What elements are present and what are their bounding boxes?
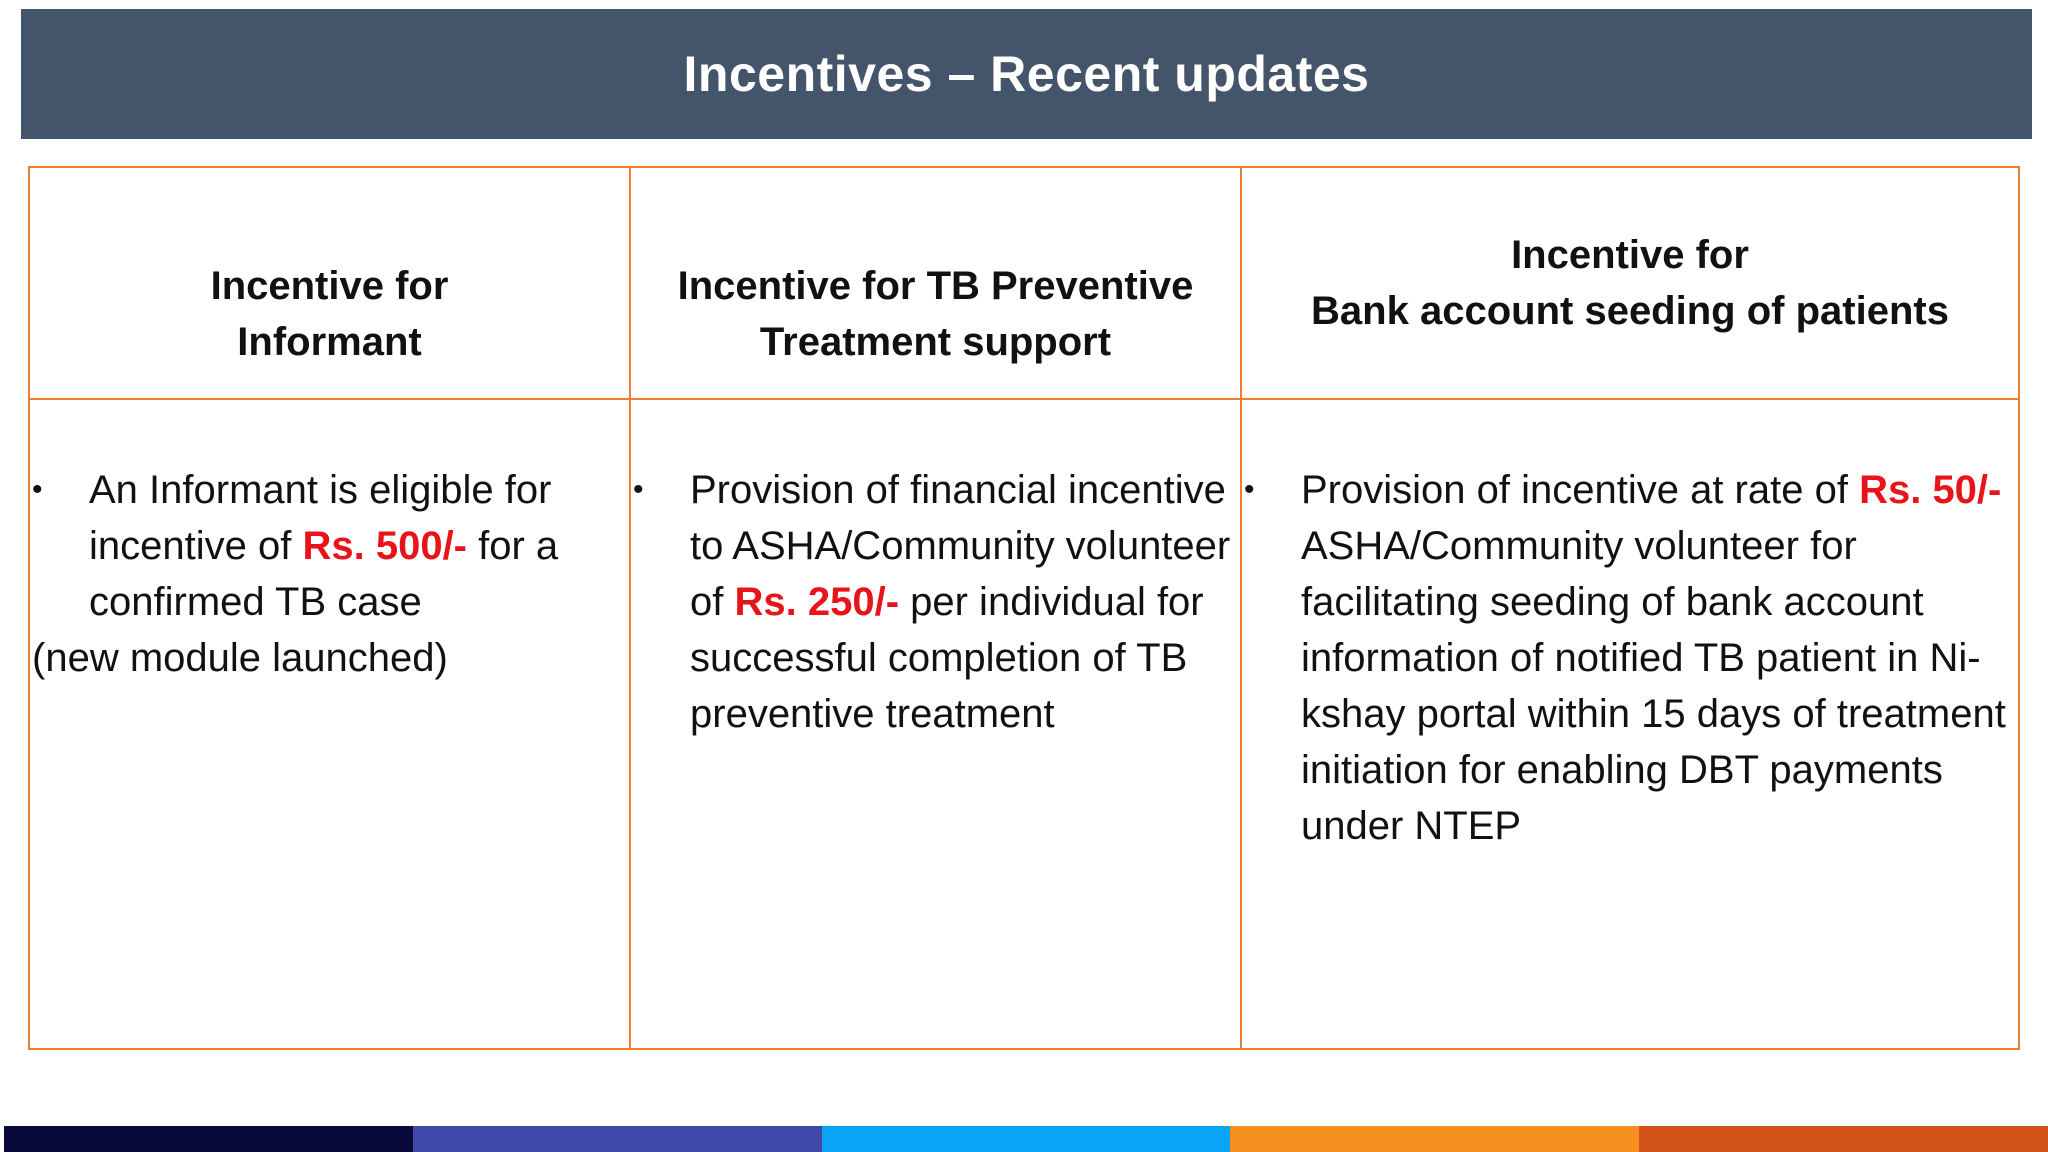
bottom-color-stripe	[4, 1126, 2048, 1152]
column-header-bank-seeding	[1242, 168, 2018, 400]
header-line: Treatment support	[759, 320, 1112, 364]
stripe-segment	[1639, 1126, 2048, 1152]
incentive-amount: Rs. 250/-	[734, 580, 900, 624]
header-line: Incentive for TB Preventive	[677, 264, 1194, 308]
body-text: per individual for successful completion of TB preventive treatment	[690, 580, 1204, 736]
bullet-item	[1242, 462, 2018, 854]
column-header-informant	[30, 168, 631, 400]
stripe-segment	[4, 1126, 413, 1152]
stripe-segment	[1230, 1126, 1639, 1152]
bullet-item	[631, 462, 1240, 742]
note-text: (new module launched)	[32, 636, 448, 680]
header-line: Bank account seeding of patients	[1311, 289, 1949, 333]
body-text: for a confirmed TB case	[89, 524, 559, 624]
column-header-tpt-support	[631, 168, 1242, 400]
body-text: An Informant is eligible for incentive of	[89, 468, 552, 568]
incentives-table	[28, 166, 2020, 1050]
bullet-icon: •	[32, 473, 43, 506]
column-body-tpt-support	[631, 400, 1242, 1048]
body-text: Provision of incentive at rate of	[1301, 468, 1860, 512]
incentive-amount: Rs. 500/-	[302, 524, 467, 568]
title-bar	[21, 9, 2032, 139]
slide-title: Incentives – Recent updates	[683, 46, 1370, 102]
body-text: Provision of financial incentive to ASHA/Community volunteer of	[690, 468, 1231, 624]
column-body-informant	[30, 400, 631, 1048]
stripe-segment	[413, 1126, 822, 1152]
body-text: ASHA/Community volunteer for facilitating seeding of bank account information of notified TB patient in Ni-kshay portal within 15 days of treatment initiation for enabling DBT payments under NTEP	[1301, 524, 2006, 848]
stripe-segment	[822, 1126, 1231, 1152]
column-body-bank-seeding	[1242, 400, 2018, 1048]
bullet-icon: •	[633, 473, 644, 506]
bullet-icon: •	[1244, 473, 1255, 506]
header-line: Informant	[237, 320, 422, 364]
header-line: Incentive for	[1511, 233, 1749, 277]
header-line: Incentive for	[210, 264, 449, 308]
bullet-item	[30, 462, 629, 630]
incentive-amount: Rs. 50/-	[1859, 468, 2002, 512]
